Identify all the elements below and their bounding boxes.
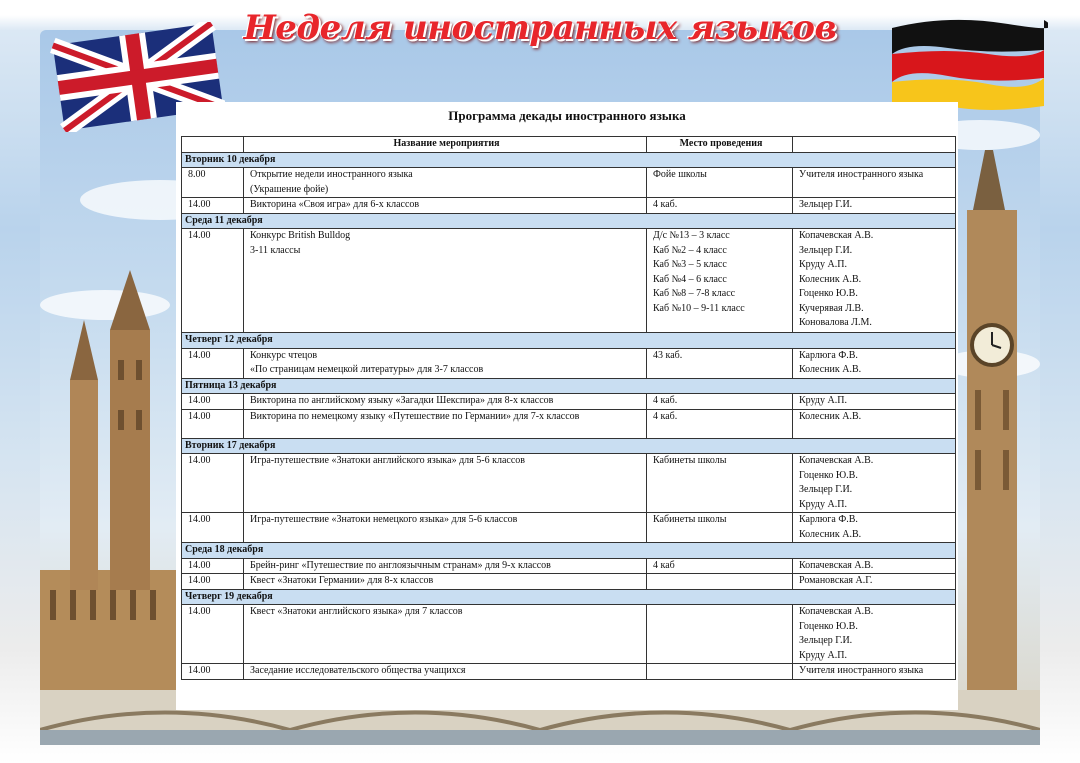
place-cell <box>647 229 793 333</box>
time-cell: 14.00 <box>182 454 244 513</box>
day-label: Среда 18 декабря <box>182 543 956 559</box>
time-cell: 14.00 <box>182 558 244 574</box>
place-cell <box>647 558 793 574</box>
parliament-building-illustration <box>40 270 180 690</box>
staff-cell-line: Копачевская А.В. <box>799 455 874 466</box>
staff-cell <box>793 605 956 664</box>
place-cell-line: Д/с №13 – 3 класс <box>653 230 730 241</box>
table-row <box>182 454 956 513</box>
place-cell <box>647 454 793 513</box>
staff-cell <box>793 394 956 410</box>
document-title: Программа декады иностранного языка <box>448 108 686 123</box>
table-row <box>182 605 956 664</box>
program-sheet <box>176 102 958 710</box>
staff-cell-line: Учителя иностранного языка <box>799 169 924 180</box>
staff-cell-line: Зельцер Г.И. <box>799 635 853 646</box>
day-header-row <box>182 438 956 454</box>
staff-cell-line: Круду А.П. <box>799 395 847 406</box>
event-cell <box>244 198 647 214</box>
staff-cell-line: Гоценко Ю.В. <box>799 288 858 299</box>
place-cell-line: 4 каб. <box>653 410 678 422</box>
event-cell <box>244 454 647 513</box>
staff-cell <box>793 409 956 438</box>
table-row <box>182 394 956 410</box>
staff-cell-line: Зельцер Г.И. <box>799 244 853 256</box>
time-cell: 14.00 <box>182 394 244 410</box>
place-cell <box>647 348 793 378</box>
event-cell-line: Открытие недели иностранного языка <box>250 169 413 180</box>
place-cell-line: Каб №3 – 5 класс <box>653 259 727 270</box>
staff-cell-line: Колесник А.В. <box>799 528 862 540</box>
event-cell-line: Квест «Знатоки английского языка» для 7 классов <box>250 606 463 617</box>
day-label: Среда 11 декабря <box>182 213 956 229</box>
place-cell-line: 4 каб. <box>653 395 678 406</box>
event-cell-line: Игра-путешествие «Знатоки английского языка» для 5-6 классов <box>250 455 525 466</box>
event-cell-line: «По страницам немецкой литературы» для 3-7 классов <box>250 364 484 375</box>
place-cell <box>647 394 793 410</box>
table-row <box>182 198 956 214</box>
poster-title: Неделя иностранных языков <box>243 8 837 48</box>
staff-cell <box>793 558 956 574</box>
staff-cell-line: Копачевская А.В. <box>799 606 874 617</box>
time-cell: 14.00 <box>182 198 244 214</box>
event-cell-line: Конкурс British Bulldog <box>250 230 351 241</box>
table-row <box>182 664 956 680</box>
schedule-table <box>181 136 956 680</box>
day-header-row <box>182 378 956 394</box>
time-cell: 8.00 <box>182 168 244 198</box>
place-cell-line: Кабинеты школы <box>653 514 727 525</box>
staff-cell <box>793 454 956 513</box>
time-cell: 14.00 <box>182 574 244 590</box>
day-header-row <box>182 543 956 559</box>
time-cell: 14.00 <box>182 513 244 543</box>
staff-cell <box>793 168 956 198</box>
place-cell <box>647 409 793 438</box>
time-cell: 14.00 <box>182 348 244 378</box>
table-header-row <box>182 137 956 153</box>
place-cell <box>647 574 793 590</box>
time-cell: 14.00 <box>182 664 244 680</box>
event-cell <box>244 348 647 378</box>
staff-cell-line: Учителя иностранного языка <box>799 665 924 676</box>
event-cell-line: Заседание исследовательского общества учащихся <box>250 665 466 676</box>
place-cell <box>647 605 793 664</box>
place-cell-line: Каб №2 – 4 класс <box>653 244 727 256</box>
event-cell <box>244 168 647 198</box>
table-row <box>182 513 956 543</box>
staff-cell-line: Копачевская А.В. <box>799 230 874 241</box>
column-header <box>182 137 244 153</box>
staff-cell-line: Круду А.П. <box>799 498 847 510</box>
staff-cell-line: Колесник А.В. <box>799 273 862 285</box>
event-cell <box>244 558 647 574</box>
place-cell-line: 4 каб. <box>653 199 678 210</box>
place-cell-line: Каб №4 – 6 класс <box>653 273 727 285</box>
time-cell: 14.00 <box>182 229 244 333</box>
table-row <box>182 229 956 333</box>
staff-cell-line: Круду А.П. <box>799 259 847 270</box>
event-cell <box>244 394 647 410</box>
day-header-row <box>182 213 956 229</box>
place-cell-line: 43 каб. <box>653 349 683 361</box>
table-row <box>182 168 956 198</box>
big-ben-tower-illustration <box>955 150 1040 690</box>
staff-cell-line: Копачевская А.В. <box>799 559 874 571</box>
event-cell-line: Викторина по немецкому языку «Путешествие по Германии» для 7-х классов <box>250 410 580 422</box>
place-cell-line: Фойе школы <box>653 169 707 180</box>
table-row <box>182 409 956 438</box>
event-cell <box>244 409 647 438</box>
staff-cell <box>793 348 956 378</box>
staff-cell-line: Коновалова Л.М. <box>799 317 872 328</box>
table-row <box>182 574 956 590</box>
place-cell <box>647 513 793 543</box>
day-header-row <box>182 333 956 349</box>
staff-cell-line: Зельцер Г.И. <box>799 484 853 495</box>
column-header: Название мероприятия <box>244 137 647 153</box>
staff-cell <box>793 513 956 543</box>
event-cell <box>244 664 647 680</box>
place-cell-line: Каб №10 – 9-11 класс <box>653 302 745 314</box>
column-header: Место проведения <box>647 137 793 153</box>
staff-cell-line: Гоценко Ю.В. <box>799 469 858 481</box>
day-header-row <box>182 589 956 605</box>
event-cell <box>244 574 647 590</box>
staff-cell-line: Карлюга Ф.В. <box>799 514 858 525</box>
place-cell-line: 4 каб <box>653 559 675 571</box>
time-cell: 14.00 <box>182 409 244 438</box>
day-label: Четверг 12 декабря <box>182 333 956 349</box>
place-cell-line: Каб №8 – 7-8 класс <box>653 288 736 299</box>
event-cell-line: Игра-путешествие «Знатоки немецкого языка» для 5-6 классов <box>250 514 518 525</box>
staff-cell-line: Круду А.П. <box>799 649 847 661</box>
place-cell <box>647 168 793 198</box>
place-cell <box>647 664 793 680</box>
day-label: Пятница 13 декабря <box>182 378 956 394</box>
staff-cell-line: Кучерявая Л.В. <box>799 302 864 314</box>
table-row <box>182 558 956 574</box>
day-label: Вторник 10 декабря <box>182 152 956 168</box>
table-row <box>182 348 956 378</box>
staff-cell-line: Колесник А.В. <box>799 410 862 422</box>
event-cell-line: (Украшение фойе) <box>250 183 329 195</box>
staff-cell <box>793 229 956 333</box>
staff-cell <box>793 664 956 680</box>
event-cell-line: 3-11 классы <box>250 244 301 256</box>
place-cell-line: Кабинеты школы <box>653 455 727 466</box>
event-cell <box>244 229 647 333</box>
staff-cell-line: Колесник А.В. <box>799 364 862 375</box>
day-header-row <box>182 152 956 168</box>
event-cell-line: Викторина «Своя игра» для 6-х классов <box>250 199 420 210</box>
day-label: Вторник 17 декабря <box>182 438 956 454</box>
day-label: Четверг 19 декабря <box>182 589 956 605</box>
event-cell-line: Викторина по английскому языку «Загадки Шекспира» для 8-х классов <box>250 395 554 406</box>
event-cell <box>244 605 647 664</box>
event-cell-line: Квест «Знатоки Германии» для 8-х классов <box>250 575 434 586</box>
column-header <box>793 137 956 153</box>
event-cell-line: Конкурс чтецов <box>250 349 318 361</box>
event-cell <box>244 513 647 543</box>
staff-cell <box>793 574 956 590</box>
event-cell-line: Брейн-ринг «Путешествие по англоязычным странам» для 9-х классов <box>250 559 551 571</box>
staff-cell-line: Романовская А.Г. <box>799 575 873 586</box>
staff-cell-line: Карлюга Ф.В. <box>799 349 858 361</box>
staff-cell-line: Зельцер Г.И. <box>799 199 853 210</box>
staff-cell-line: Гоценко Ю.В. <box>799 620 858 632</box>
place-cell <box>647 198 793 214</box>
staff-cell <box>793 198 956 214</box>
time-cell: 14.00 <box>182 605 244 664</box>
